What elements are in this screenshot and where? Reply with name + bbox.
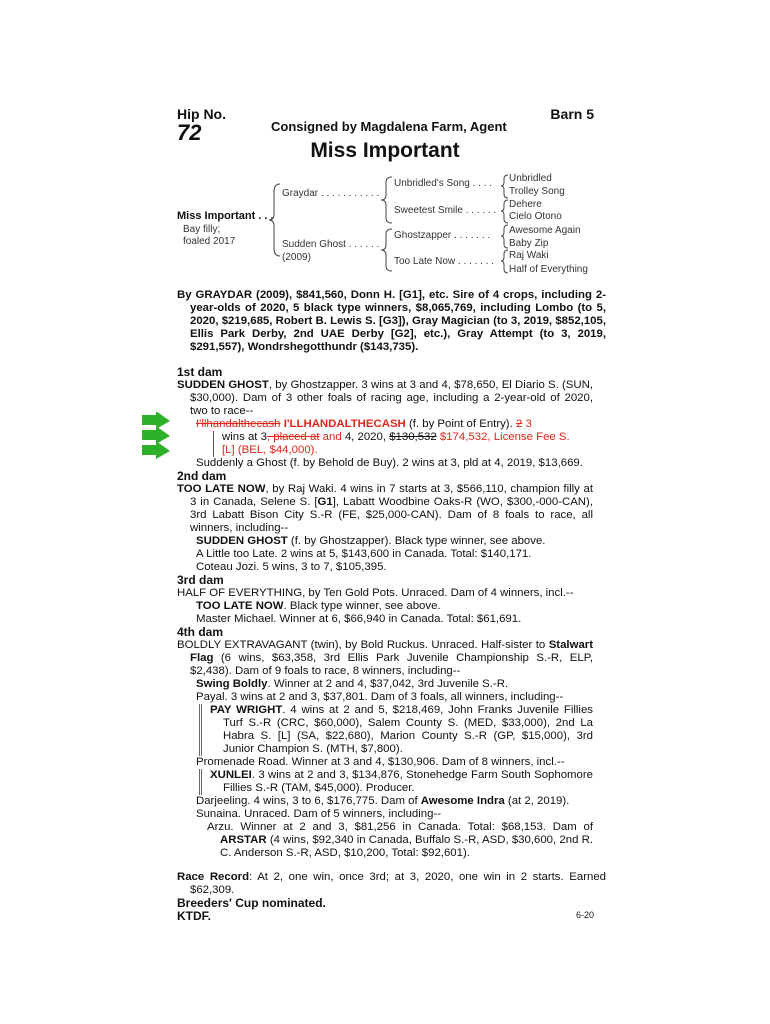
darjeeling-text-b: (at 2, 2019). bbox=[504, 795, 570, 807]
first-dam-desc: , by Ghostzapper. 3 wins at 3 and 4, $78,650, El Diario S. (SUN, $30,000). Dam of 3 other foals of racing age, including a 2-year-old of 2020, two to race-- bbox=[190, 379, 594, 417]
second-dam-foal-3: Coteau Jozi. 5 wins, 3 to 7, $105,395. bbox=[196, 561, 387, 573]
second-dam-desc-b: ], Labatt Woodbine Oaks-R (WO, $300,-000-CAN), 3rd Labatt Bison City S.-R (FE, $25,000-CAN). Dam of 8 foals to race, all winners, including-- bbox=[190, 496, 593, 534]
hip-label: Hip No. bbox=[177, 106, 226, 122]
ped-g3-5: Awesome Again bbox=[509, 225, 581, 236]
ped-g3-7: Raj Waki bbox=[509, 250, 549, 261]
dam-sections bbox=[177, 366, 593, 860]
ped-g3-4: Cielo Otono bbox=[509, 211, 562, 222]
ktdf: KTDF. bbox=[177, 909, 211, 923]
first-dam-heading: 1st dam bbox=[177, 365, 223, 379]
ped-horse-desc1: Bay filly; bbox=[183, 224, 221, 235]
race-record bbox=[177, 871, 606, 897]
arstar-name: ARSTAR bbox=[220, 834, 267, 846]
third-dam-foal-1 bbox=[177, 600, 593, 613]
fourth-dam-half-sister: Stalwart Flag bbox=[190, 639, 593, 664]
paywright-name: PAY WRIGHT bbox=[210, 704, 283, 716]
third-dam-foal-1-text: . Black type winner, see above. bbox=[283, 600, 441, 612]
ped-brace-main bbox=[268, 182, 282, 258]
ped-g3-1: Unbridled bbox=[509, 173, 552, 184]
ped-dam-year: (2009) bbox=[282, 252, 311, 263]
hip-number: 72 bbox=[177, 120, 202, 145]
update-old-name: I'llhandalthecash bbox=[196, 418, 281, 430]
second-dam-desc-a: , by Raj Waki. 4 wins in 7 starts at 3, $566,110, champion filly at 3 in Canada, Selene S. [ bbox=[190, 483, 593, 508]
ped-g3-3: Dehere bbox=[509, 199, 542, 210]
arzu-text: Arzu. Winner at 2 and 3, $81,256 in Canada. Total: $68,153. Dam of bbox=[207, 821, 593, 833]
second-dam-foal-1 bbox=[177, 535, 593, 548]
fourth-dam-heading: 4th dam bbox=[177, 625, 224, 639]
paywright-text bbox=[202, 704, 593, 756]
swing-boldly-text: . Winner at 2 and 4, $37,042, 3rd Juvenile S.-R. bbox=[267, 678, 509, 690]
update-old-earn: $130,532 bbox=[389, 431, 437, 443]
ped-g3-6: Baby Zip bbox=[509, 238, 549, 249]
fourth-dam-promenade: Promenade Road. Winner at 3 and 4, $130,906. Dam of 8 winners, incl.-- bbox=[196, 756, 565, 768]
ped-dam: Sudden Ghost . . . . . . bbox=[282, 239, 380, 250]
consignor-line: Consigned by Magdalena Farm, Agent bbox=[271, 119, 507, 134]
ped-dam-sire: Ghostzapper . . . . . . . bbox=[394, 230, 491, 241]
awesome-indra-name: Awesome Indra bbox=[420, 795, 505, 807]
swing-boldly-name: Swing Boldly bbox=[196, 678, 268, 690]
arstar-desc: (4 wins, $92,340 in Canada, Buffalo S.-R, ASD, $30,600, 2nd R. C. Anderson S.-R, ASD, $10,200, Total: $92,601). bbox=[220, 834, 593, 859]
xunlei-text bbox=[202, 769, 593, 795]
paywright-block bbox=[199, 704, 593, 756]
xunlei-desc: . 3 wins at 2 and 3, $134,876, Stonehedge Farm South Sophomore Fillies S.-R (TAM, $45,000). Producer. bbox=[223, 769, 593, 794]
second-dam-text bbox=[177, 483, 593, 535]
update-year: 4, 2020, bbox=[341, 431, 390, 443]
breeders-cup: Breeders' Cup nominated. bbox=[177, 896, 326, 910]
update-new-name: I'LLHANDALTHECASH bbox=[283, 418, 406, 430]
sire-paragraph: By GRAYDAR (2009), $841,560, Donn H. [G1], etc. Sire of 4 crops, including 2-year-olds of 2020, 5 black type winners, $8,065,769, including Lombo (to 5, 2020, $219,685, Robert B. Lewis S. [G3]), Gray Magician (to 3, 2019, $852,105, Ellis Park Derby, 2nd UAE Derby [G2], etc.), Gray Attempt (to 3, 2019, $291,557), Wondrshegotthundr ($143,735). bbox=[177, 289, 606, 353]
second-dam-foal-2: A Little too Late. 2 wins at 5, $143,600 in Canada. Total: $140,171. bbox=[196, 548, 532, 560]
ped-sire-dam: Sweetest Smile . . . . . . bbox=[394, 205, 497, 216]
second-dam-foal-1-text: (f. by Ghostzapper). Black type winner, see above. bbox=[287, 535, 546, 547]
fourth-dam-swing bbox=[177, 678, 593, 691]
third-dam-text: HALF OF EVERYTHING, by Ten Gold Pots. Unraced. Dam of 4 winners, incl.-- bbox=[177, 587, 574, 599]
second-dam-name: TOO LATE NOW bbox=[177, 483, 266, 495]
ped-g3-2: Trolley Song bbox=[509, 186, 565, 197]
fourth-dam-payal: Payal. 3 wins at 2 and 3, $37,801. Dam of 3 foals, all winners, including-- bbox=[196, 691, 564, 703]
update-old-wins: 2 bbox=[515, 418, 523, 430]
ped-g3-8: Half of Everything bbox=[509, 264, 588, 275]
update-wins-at: wins at 3 bbox=[222, 431, 267, 443]
race-record-text: : At 2, one win, once 3rd; at 3, 2020, one win in 2 starts. Earned $62,309. bbox=[190, 871, 606, 896]
catalog-date: 6-20 bbox=[575, 910, 594, 920]
second-dam-grade: G1 bbox=[317, 496, 333, 508]
ped-horse: Miss Important . . . bbox=[177, 210, 274, 222]
ped-horse-desc2: foaled 2017 bbox=[183, 236, 236, 247]
update-old-placed: , placed at bbox=[266, 431, 320, 443]
horse-title: Miss Important bbox=[310, 139, 460, 162]
ped-sire: Graydar . . . . . . . . . . . bbox=[282, 188, 380, 199]
fourth-dam-sunaina: Sunaina. Unraced. Dam of 5 winners, including-- bbox=[196, 808, 442, 820]
race-record-label: Race Record bbox=[177, 871, 250, 883]
third-dam-foal-1-name: TOO LATE NOW bbox=[196, 600, 284, 612]
update-new-wins: 3 bbox=[522, 418, 532, 430]
first-dam-text bbox=[177, 379, 593, 418]
third-dam-foal-2: Master Michael. Winner at 6, $66,940 in Canada. Total: $61,691. bbox=[196, 613, 522, 625]
barn-label: Barn 5 bbox=[550, 106, 594, 122]
fourth-dam-text bbox=[177, 639, 593, 678]
xunlei-name: XUNLEI bbox=[210, 769, 252, 781]
first-dam-name: SUDDEN GHOST bbox=[177, 379, 269, 391]
xunlei-block bbox=[199, 769, 593, 795]
ped-brace-sire bbox=[380, 176, 394, 224]
darjeeling-text-a: Darjeeling. 4 wins, 3 to 6, $176,775. Dam of bbox=[196, 795, 421, 807]
fourth-dam-desc-a: BOLDLY EXTRAVAGANT (twin), by Bold Ruckus. Unraced. Half-sister to bbox=[177, 639, 549, 651]
second-dam-heading: 2nd dam bbox=[177, 469, 227, 483]
ped-brace-dam bbox=[380, 228, 394, 272]
fourth-dam-arzu bbox=[177, 821, 593, 860]
update-sire: (f. by Point of Entry). bbox=[405, 418, 516, 430]
update-line3: [L] (BEL, $44,000). bbox=[213, 444, 593, 457]
update-block bbox=[177, 418, 593, 457]
ped-dam-dam: Too Late Now . . . . . . . bbox=[394, 256, 495, 267]
second-dam-foal-1-name: SUDDEN GHOST bbox=[196, 535, 288, 547]
fourth-dam-darjeeling bbox=[177, 795, 593, 808]
update-and: and bbox=[319, 431, 342, 443]
first-dam-sibling: Suddenly a Ghost (f. by Behold de Buy). 2 wins at 3, pld at 4, 2019, $13,669. bbox=[196, 457, 583, 469]
fourth-dam-desc-b: (6 wins, $63,358, 3rd Ellis Park Juvenile Championship S.-R, ELP, $2,438). Dam of 9 foals to race, 8 winners, including-- bbox=[190, 652, 593, 677]
update-new-earn: $174,532, License Fee S. bbox=[436, 431, 570, 443]
third-dam-heading: 3rd dam bbox=[177, 573, 224, 587]
ped-sire-sire: Unbridled's Song . . . . bbox=[394, 178, 493, 189]
update-arrows-icon bbox=[140, 412, 174, 460]
paywright-desc: . 4 wins at 2 and 5, $218,469, John Franks Juvenile Fillies Turf S.-R (CRC, $60,000), Salem County S. (MED, $33,000), 2nd La Habra S. [L] (SA, $22,680), Marion County S.-R (GP, $15,000), 3rd Junior Champion S. (MTH, $7,800). bbox=[223, 704, 593, 755]
